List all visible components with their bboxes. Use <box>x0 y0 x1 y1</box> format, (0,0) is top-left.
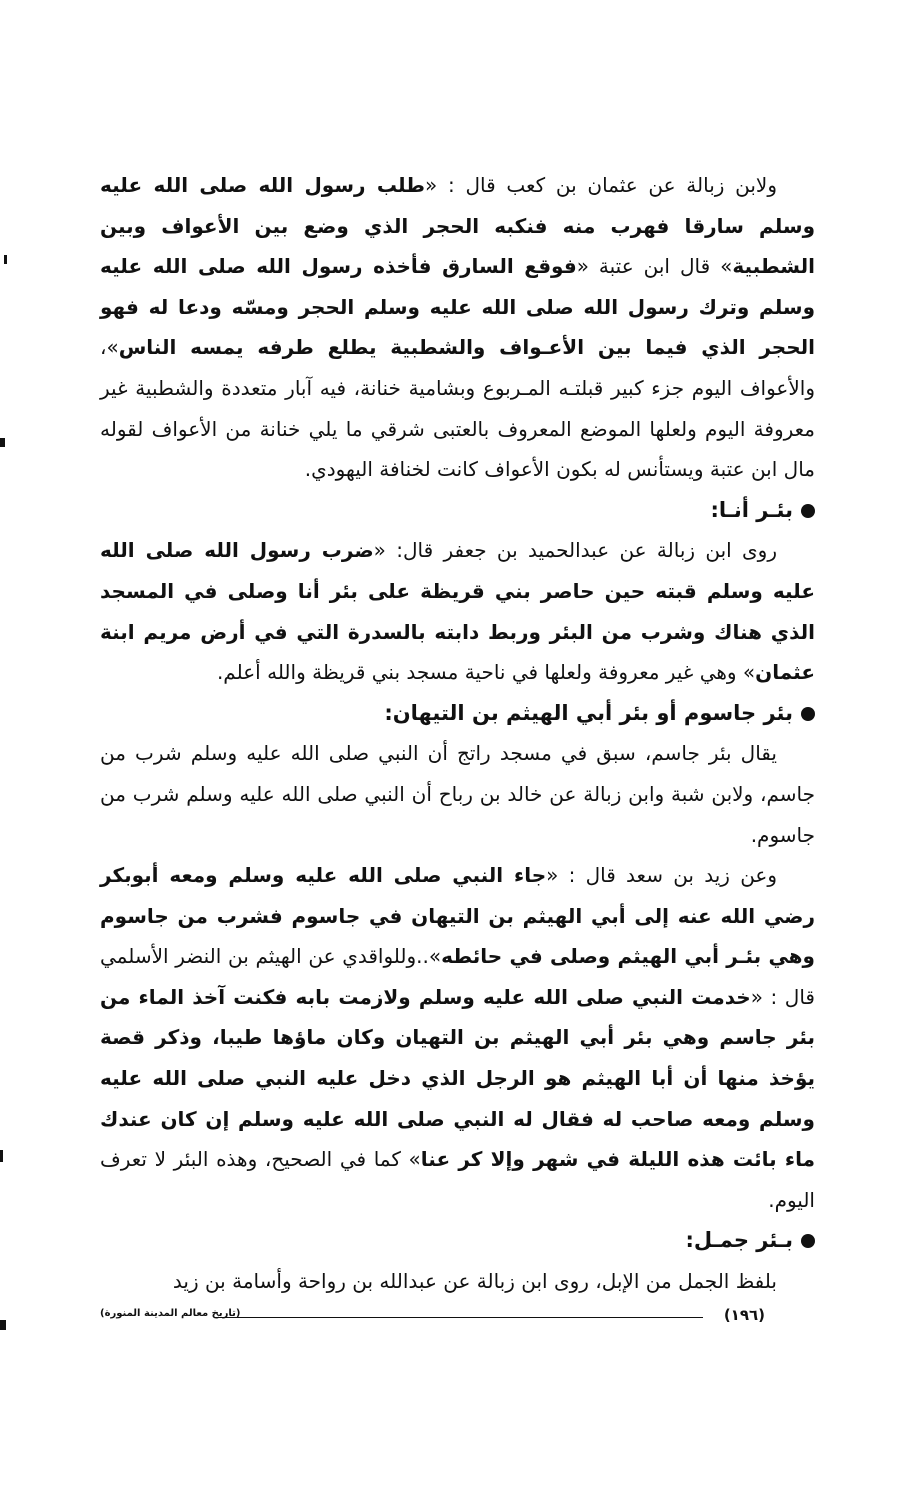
page-body <box>100 165 815 1302</box>
section-heading: بـئر جمـل: <box>100 1220 815 1261</box>
section-heading: بئر جاسوم أو بئر أبي الهيثم بن التيهان: <box>100 693 815 734</box>
paragraph: يقال بئر جاسم، سبق في مسجد راتج أن النبي صلى الله عليه وسلم شرب من جاسم، ولابن شبة وابن زبالة عن خالد بن رباح أن النبي صلى الله عليه وسلم شرب من جاسوم. <box>100 741 815 847</box>
paragraph: روى ابن زبالة عن عبدالحميد بن جعفر قال: «ضرب رسول الله صلى الله عليه وسلم قبته حين حاصر بني قريظة على بئر أنا وصلى في المسجد الذي هناك وشرب من البئر وربط دابته بالسدرة التي في أرض مريم ابنة عثمان» وهي غير معروفة ولعلها في ناحية مسجد بني قريظة والله أعلم. <box>100 538 815 685</box>
page-footer <box>100 1306 765 1330</box>
paragraph: وعن زيد بن سعد قال : «جاء النبي صلى الله عليه وسلم ومعه أبوبكر رضي الله عنه إلى أبي الهيثم بن التيهان في جاسوم فشرب من جاسوم وهي بئـر أبي الهيثم وصلى في حائطه»..وللواقدي عن الهيثم بن النضر الأسلمي قال : «خدمت النبي صلى الله عليه وسلم ولازمت بابه فكنت آخذ الماء من بئر جاسم وهي بئر أبي الهيثم بن التهيان وكان ماؤها طيبا، وذكر قصة يؤخذ منها أن أبا الهيثم هو الرجل الذي دخل عليه النبي صلى الله عليه وسلم ومعه صاحب له فقال له النبي صلى الله عليه وسلم إن كان عندك ماء بائت هذه الليلة في شهر وإلا كر عنا» كما في الصحيح، وهذه البئر لا تعرف اليوم. <box>100 863 815 1212</box>
scan-mark <box>4 255 7 264</box>
scan-mark <box>0 438 5 447</box>
scan-mark <box>0 1320 6 1330</box>
bullet-icon <box>801 1234 815 1248</box>
scan-mark <box>0 1150 3 1162</box>
bullet-icon <box>801 504 815 518</box>
section-heading: بئـر أنـا: <box>100 490 815 531</box>
page-number: (١٩٦) <box>723 1306 765 1324</box>
bullet-icon <box>801 707 815 721</box>
book-title: (تاريخ معالم المدينة المنورة) <box>100 1308 241 1319</box>
footer-rule <box>215 1317 703 1318</box>
paragraph: بلفظ الجمل من الإبل، روى ابن زبالة عن عبدالله بن رواحة وأسامة بن زيد <box>172 1269 777 1294</box>
paragraph: ولابن زبالة عن عثمان بن كعب قال : «طلب رسول الله صلى الله عليه وسلم سارقا فهرب منه فنكبه الحجر الذي وضع بين الأعواف وبين الشطبية» قال ابن عتبة «فوقع السارق فأخذه رسول الله صلى الله عليه وسلم وترك رسول الله صلى الله عليه وسلم الحجر ومسّه ودعا له فهو الحجر الذي فيما بين الأعـواف والشطبية يطلع طرفه يمسه الناس»، والأعواف اليوم جزء كبير قبلتـه المـربوع وبشامية خنانة، فيه آبار متعددة والشطبية غير معروفة اليوم ولعلها الموضع المعروف بالعتبى شرقي ما يلي خنانة من الأعواف لقوله مال ابن عتبة ويستأنس له بكون الأعواف كانت لخنافة اليهودي. <box>100 173 815 482</box>
